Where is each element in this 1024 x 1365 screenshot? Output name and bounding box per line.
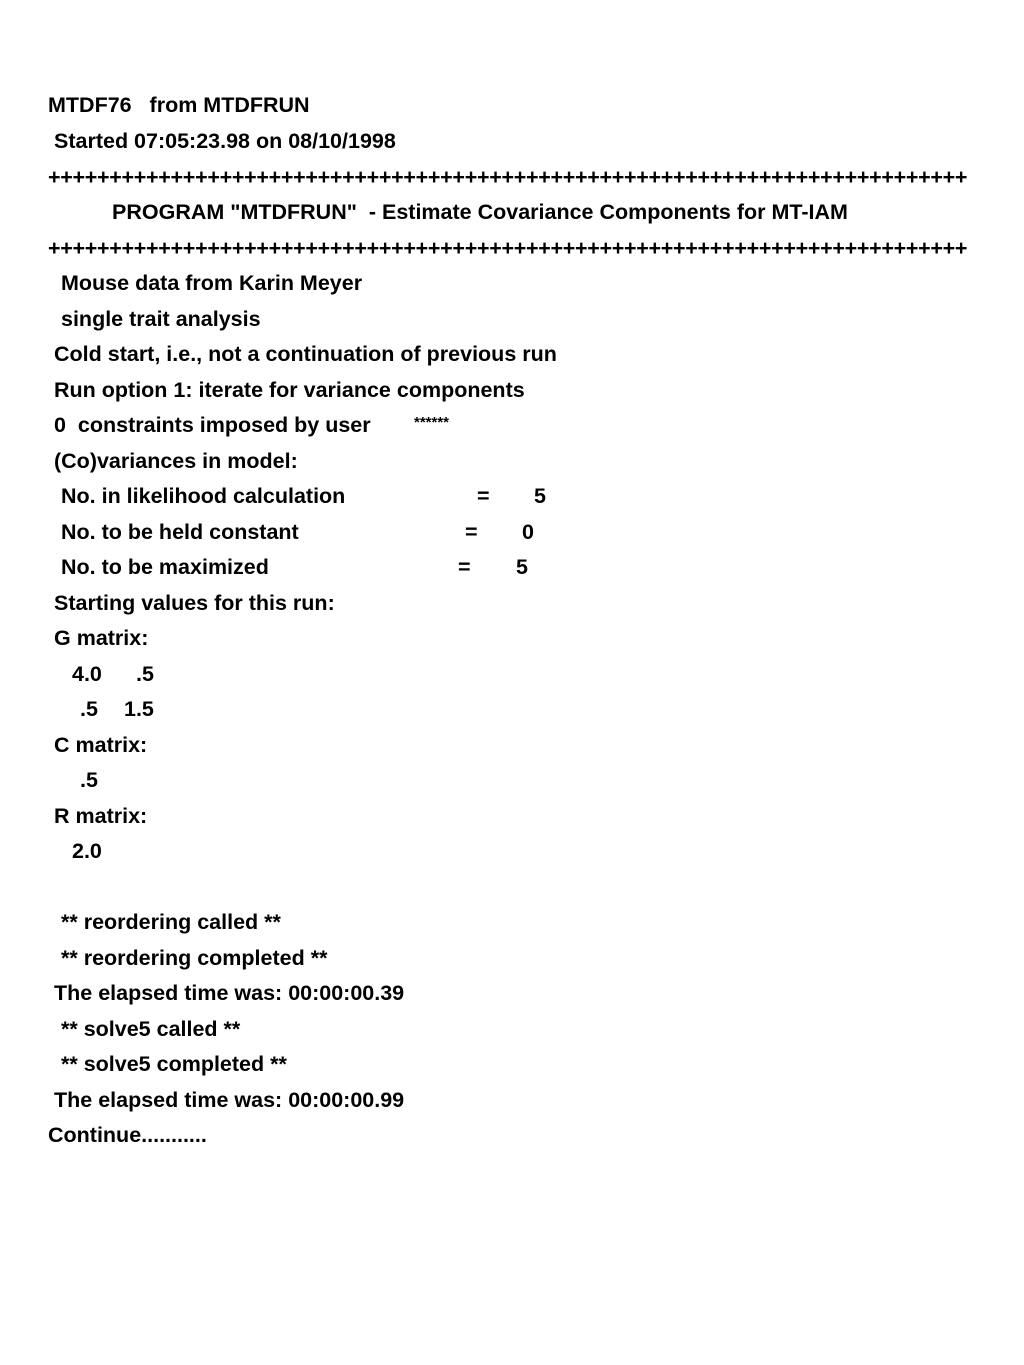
- count-equals: =: [477, 484, 490, 508]
- covariances-heading: (Co)variances in model:: [54, 449, 298, 473]
- log-solve-called: ** solve5 called **: [61, 1017, 241, 1041]
- constraints-mark: ******: [414, 414, 450, 431]
- starting-values-heading: Starting values for this run:: [54, 591, 335, 615]
- continue-prompt: Continue...........: [48, 1123, 207, 1147]
- start-mode: Cold start, i.e., not a continuation of previous run: [54, 342, 557, 366]
- constraints: 0 constraints imposed by user: [54, 413, 371, 437]
- program-title: PROGRAM "MTDFRUN" - Estimate Covariance Components for MT-IAM: [112, 200, 848, 224]
- g-matrix-cell: 4.0: [72, 662, 102, 686]
- count-label: No. in likelihood calculation: [61, 484, 346, 508]
- g-matrix-cell: .5: [80, 697, 98, 721]
- r-matrix-label: R matrix:: [54, 804, 148, 828]
- analysis-type: single trait analysis: [61, 307, 261, 331]
- data-source: Mouse data from Karin Meyer: [61, 271, 363, 295]
- count-label: No. to be maximized: [61, 555, 269, 579]
- count-equals: =: [465, 520, 478, 544]
- program-line: MTDF76 from MTDFRUN: [48, 93, 310, 117]
- started-timestamp: Started 07:05:23.98 on 08/10/1998: [54, 129, 396, 153]
- log-reorder-called: ** reordering called **: [61, 910, 281, 934]
- separator-bottom: +++++++++++++++++++++++++++++++++++++++++++++++++++++++++++++++++++++++++++: [48, 236, 968, 260]
- count-value: 5: [534, 484, 546, 508]
- count-equals: =: [458, 555, 471, 579]
- g-matrix-cell: .5: [136, 662, 154, 686]
- c-matrix-value: .5: [80, 768, 98, 792]
- g-matrix-label: G matrix:: [54, 626, 149, 650]
- count-value: 0: [522, 520, 534, 544]
- run-option: Run option 1: iterate for variance components: [54, 378, 525, 402]
- g-matrix-cell: 1.5: [124, 697, 154, 721]
- log-solve-completed: ** solve5 completed **: [61, 1052, 287, 1076]
- log-reorder-completed: ** reordering completed **: [61, 946, 328, 970]
- count-value: 5: [516, 555, 528, 579]
- log-elapsed-time: The elapsed time was: 00:00:00.99: [54, 1088, 405, 1112]
- log-elapsed-time: The elapsed time was: 00:00:00.39: [54, 981, 405, 1005]
- count-label: No. to be held constant: [61, 520, 299, 544]
- r-matrix-value: 2.0: [72, 839, 102, 863]
- c-matrix-label: C matrix:: [54, 733, 148, 757]
- separator-top: +++++++++++++++++++++++++++++++++++++++++++++++++++++++++++++++++++++++++++: [48, 165, 968, 189]
